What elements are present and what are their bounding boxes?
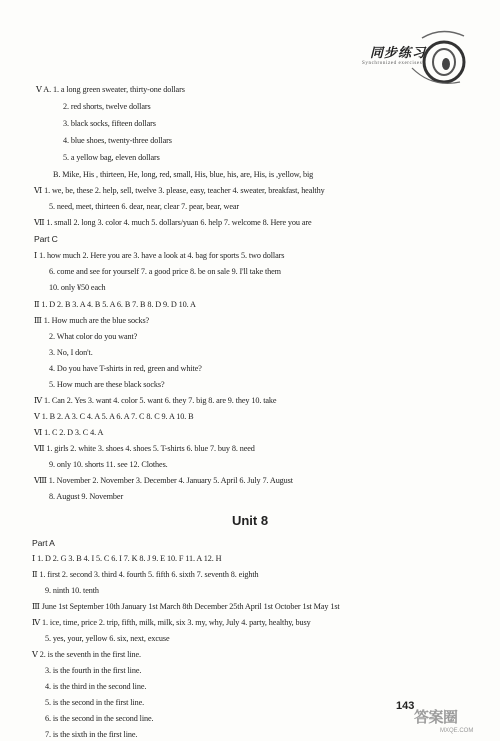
answer-line: Ⅶ 1. girls 2. white 3. shoes 4. shoes 5. T-shirts 6. blue 7. buy 8. need [34, 444, 255, 453]
watermark-url: MXQE.COM [440, 728, 474, 734]
section-heading: Part A [32, 538, 55, 548]
answer-line: Ⅰ 1. D 2. G 3. B 4. I 5. C 6. I 7. K 8. J 9. E 10. F 11. A 12. H [32, 554, 222, 563]
answer-line: Ⅲ 1. How much are the blue socks? [34, 316, 150, 325]
header-title: 同步练习 [370, 45, 427, 60]
answer-line: Ⅵ 1. C 2. D 3. C 4. A [34, 428, 104, 437]
answer-line: 3. black socks, fifteen dollars [63, 119, 156, 128]
answer-line: Ⅳ 1. Can 2. Yes 3. want 4. color 5. want 6. they 7. big 8. are 9. they 10. take [34, 396, 277, 405]
answer-line: 3. No, I don't. [49, 348, 93, 357]
answer-line: Ⅱ 1. first 2. second 3. third 4. fourth 5. fifth 6. sixth 7. seventh 8. eighth [32, 570, 259, 579]
answer-line: Ⅴ 2. is the seventh in the first line. [32, 650, 141, 659]
answer-line: 3. is the fourth in the first line. [45, 666, 142, 675]
answer-line: 2. What color do you want? [49, 332, 138, 341]
answer-line: 5. is the second in the first line. [45, 698, 145, 707]
answer-line: 6. is the second in the second line. [45, 714, 154, 723]
header-logo [352, 22, 472, 92]
watermark-logo: 答案圈 [414, 709, 458, 726]
answer-line: 10. only ¥50 each [49, 283, 106, 292]
answer-line: 5. a yellow bag, eleven dollars [63, 153, 160, 162]
answer-line: Ⅴ 1. B 2. A 3. C 4. A 5. A 6. A 7. C 8. C 9. A 10. B [34, 412, 194, 421]
answer-line: 7. is the sixth in the first line. [45, 730, 138, 739]
answer-line: 4. is the third in the second line. [45, 682, 147, 691]
answer-line: 5. need, meet, thirteen 6. dear, near, clear 7. pear, bear, wear [49, 202, 240, 211]
answer-line: Ⅶ 1. small 2. long 3. color 4. much 5. dollars/yuan 6. help 7. welcome 8. Here you are [34, 218, 312, 227]
answer-line: 8. August 9. November [49, 492, 124, 501]
unit-title: Unit 8 [231, 513, 269, 528]
answer-line: 5. yes, your, yellow 6. six, next, excuse [45, 634, 170, 643]
answer-line: B. Mike, His , thirteen, He, long, red, small, His, blue, his, are, His, is ,yellow, big [53, 170, 314, 179]
answer-line: Ⅱ 1. D 2. B 3. A 4. B 5. A 6. B 7. B 8. D 9. D 10. A [34, 300, 196, 309]
answer-line: Ⅵ 1. we, be, these 2. help, sell, twelve 3. please, easy, teacher 4. sweater, breakfast, healthy [34, 186, 325, 195]
answer-line: Ⅷ 1. November 2. November 3. December 4. January 5. April 6. July 7. August [34, 476, 293, 485]
answer-line: 4. blue shoes, twenty-three dollars [63, 136, 172, 145]
header-subtitle: Synchronized exercises [362, 61, 423, 66]
answer-line: 4. Do you have T-shirts in red, green and white? [49, 364, 202, 373]
answer-line: 9. ninth 10. tenth [45, 586, 99, 595]
section-heading: Part C [34, 234, 58, 244]
answer-line: 6. come and see for yourself 7. a good price 8. be on sale 9. I'll take them [49, 267, 281, 276]
answer-line: Ⅰ 1. how much 2. Here you are 3. have a look at 4. bag for sports 5. two dollars [34, 251, 285, 260]
answer-line: Ⅴ A. 1. a long green sweater, thirty-one dollars [36, 85, 185, 94]
answer-line: Ⅳ 1. ice, time, price 2. trip, fifth, milk, milk, six 3. my, why, July 4. party, healthy, busy [32, 618, 311, 627]
answer-line: 2. red shorts, twelve dollars [63, 102, 151, 111]
answer-line: 5. How much are these black socks? [49, 380, 165, 389]
page-number: 143 [396, 700, 415, 712]
answer-line: 9. only 10. shorts 11. see 12. Clothes. [49, 460, 168, 469]
answer-line: Ⅲ June 1st September 10th January 1st March 8th December 25th April 1st October 1st May 1st [32, 602, 340, 611]
